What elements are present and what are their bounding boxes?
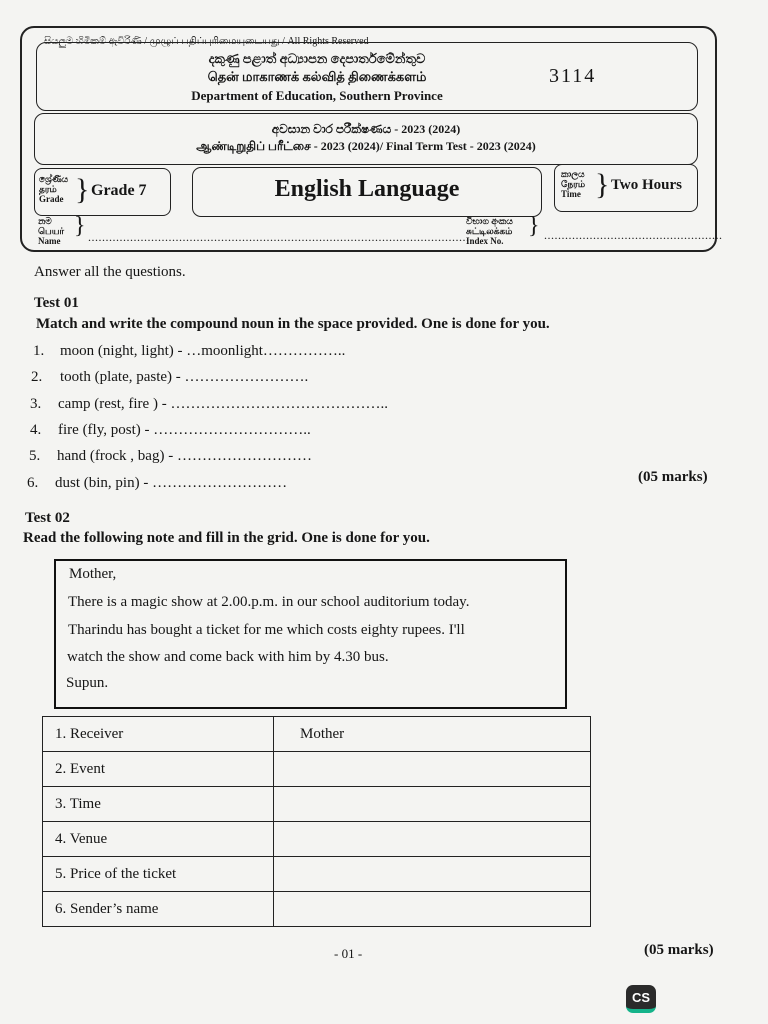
name-label [38, 216, 64, 246]
test1-item [33, 343, 345, 360]
time-value: Two Hours [611, 177, 682, 193]
brace: } [595, 168, 610, 201]
department-name-tamil: தென் மாகாணக் கல்வித் திணைக்களம் [207, 69, 427, 84]
answer-grid [42, 716, 591, 927]
item-number: 5. [29, 448, 41, 464]
index-label [466, 216, 513, 246]
grid-answer-cell[interactable] [274, 857, 591, 892]
exam-title-tamil-english: ஆண்டிறுதிப் பரீட்சை - 2023 (2024)/ Final Term Test - 2023 (2024) [196, 139, 536, 153]
subject-box [192, 167, 542, 217]
grid-row [43, 717, 591, 752]
item-number: 2. [31, 369, 43, 385]
grid-label: 2. Event [43, 752, 274, 787]
department-name-sinhala: දකුණු පළාත් අධ්‍යාපන දෙපාර්තමේන්තුව [208, 51, 426, 66]
note-line: There is a magic show at 2.00.p.m. in our school auditorium today. [68, 594, 470, 610]
grade-label [39, 174, 68, 204]
item-text: moon (night, light) - …moonlight…………….. [60, 343, 346, 359]
time-box [554, 164, 698, 212]
brace: } [528, 213, 540, 239]
note-line: Mother, [69, 566, 117, 582]
grade-value: Grade 7 [91, 182, 147, 199]
grid-label: 4. Venue [43, 822, 274, 857]
name-field[interactable]: .............................................................................................................. [88, 230, 473, 244]
item-number: 1. [33, 343, 45, 359]
test1-item [27, 475, 287, 492]
grade-box [34, 168, 171, 216]
note-line: watch the show and come back with him by 4.30 bus. [67, 649, 389, 665]
index-label-english: Index No. [466, 236, 504, 246]
test1-instruction: Match and write the compound noun in the space provided. One is done for you. [36, 316, 550, 332]
grid-row [43, 892, 591, 927]
name-label-tamil: பெயர் [38, 226, 65, 236]
grid-answer-cell[interactable] [274, 822, 591, 857]
test1-item [29, 448, 312, 465]
index-field[interactable]: ................................................... [544, 228, 723, 242]
department-box [36, 42, 698, 111]
subject-title: English Language [274, 176, 460, 202]
test1-marks: (05 marks) [638, 469, 708, 485]
time-label-sinhala: කාලය [561, 169, 585, 179]
test1-item [31, 369, 308, 386]
item-number: 3. [30, 396, 42, 412]
test2-marks: (05 marks) [644, 942, 714, 958]
paper-code: 3114 [549, 65, 597, 87]
rights-notice: සියලුම හිමිකම් ඇවිරිණි / முழுப் பதிப்புரிமையுடையது / All Rights Reserved [44, 36, 369, 47]
item-number: 6. [27, 475, 39, 491]
time-label-english: Time [561, 189, 581, 199]
item-number: 4. [30, 422, 42, 438]
time-label [561, 169, 585, 199]
exam-title-box [34, 113, 698, 165]
test1-title: Test 01 [34, 295, 79, 311]
grid-row [43, 857, 591, 892]
grid-answer-cell[interactable] [274, 892, 591, 927]
note-line: Supun. [66, 675, 109, 691]
index-label-tamil: சுட்டிலக்கம் [466, 226, 513, 236]
grid-label: 1. Receiver [43, 717, 274, 752]
brace: } [75, 173, 90, 206]
grid-row [43, 822, 591, 857]
test1-item [30, 422, 311, 439]
test1-item [30, 396, 388, 413]
grade-label-tamil: தரம் [39, 184, 57, 194]
grade-label-sinhala: ශ්‍රේණිය [39, 174, 69, 184]
page-number: - 01 - [334, 946, 363, 961]
grid-row [43, 752, 591, 787]
test2-instruction: Read the following note and fill in the grid. One is done for you. [23, 530, 430, 546]
name-label-sinhala: නම [38, 216, 52, 226]
grid-answer-cell[interactable]: Mother [274, 717, 591, 752]
item-text: dust (bin, pin) - ……………………… [55, 475, 288, 491]
grid-row [43, 787, 591, 822]
grid-answer-cell[interactable] [274, 787, 591, 822]
grade-label-english: Grade [39, 194, 64, 204]
index-label-sinhala: විභාග අංකය [466, 216, 513, 226]
item-text: hand (frock , bag) - ……………………… [57, 448, 312, 464]
item-text: fire (fly, post) - ………………………….. [58, 422, 311, 438]
grid-label: 3. Time [43, 787, 274, 822]
department-name-english: Department of Education, Southern Province [191, 88, 443, 103]
test2-title: Test 02 [25, 510, 70, 526]
grid-label: 5. Price of the ticket [43, 857, 274, 892]
name-label-english: Name [38, 236, 61, 246]
item-text: camp (rest, fire ) - …………………………………….. [58, 396, 388, 412]
time-label-tamil: நேரம் [561, 179, 586, 189]
brace: } [74, 213, 86, 239]
note-box [54, 559, 567, 709]
general-instructions: Answer all the questions. [34, 264, 186, 280]
grid-answer-cell[interactable] [274, 752, 591, 787]
note-line: Tharindu has bought a ticket for me which costs eighty rupees. I'll [68, 622, 465, 638]
grid-label: 6. Sender’s name [43, 892, 274, 927]
exam-title-sinhala: අවසාන වාර පරීක්ෂණය - 2023 (2024) [271, 122, 461, 136]
camscanner-logo-icon: CS [626, 985, 656, 1013]
item-text: tooth (plate, paste) - ……………………. [60, 369, 309, 385]
